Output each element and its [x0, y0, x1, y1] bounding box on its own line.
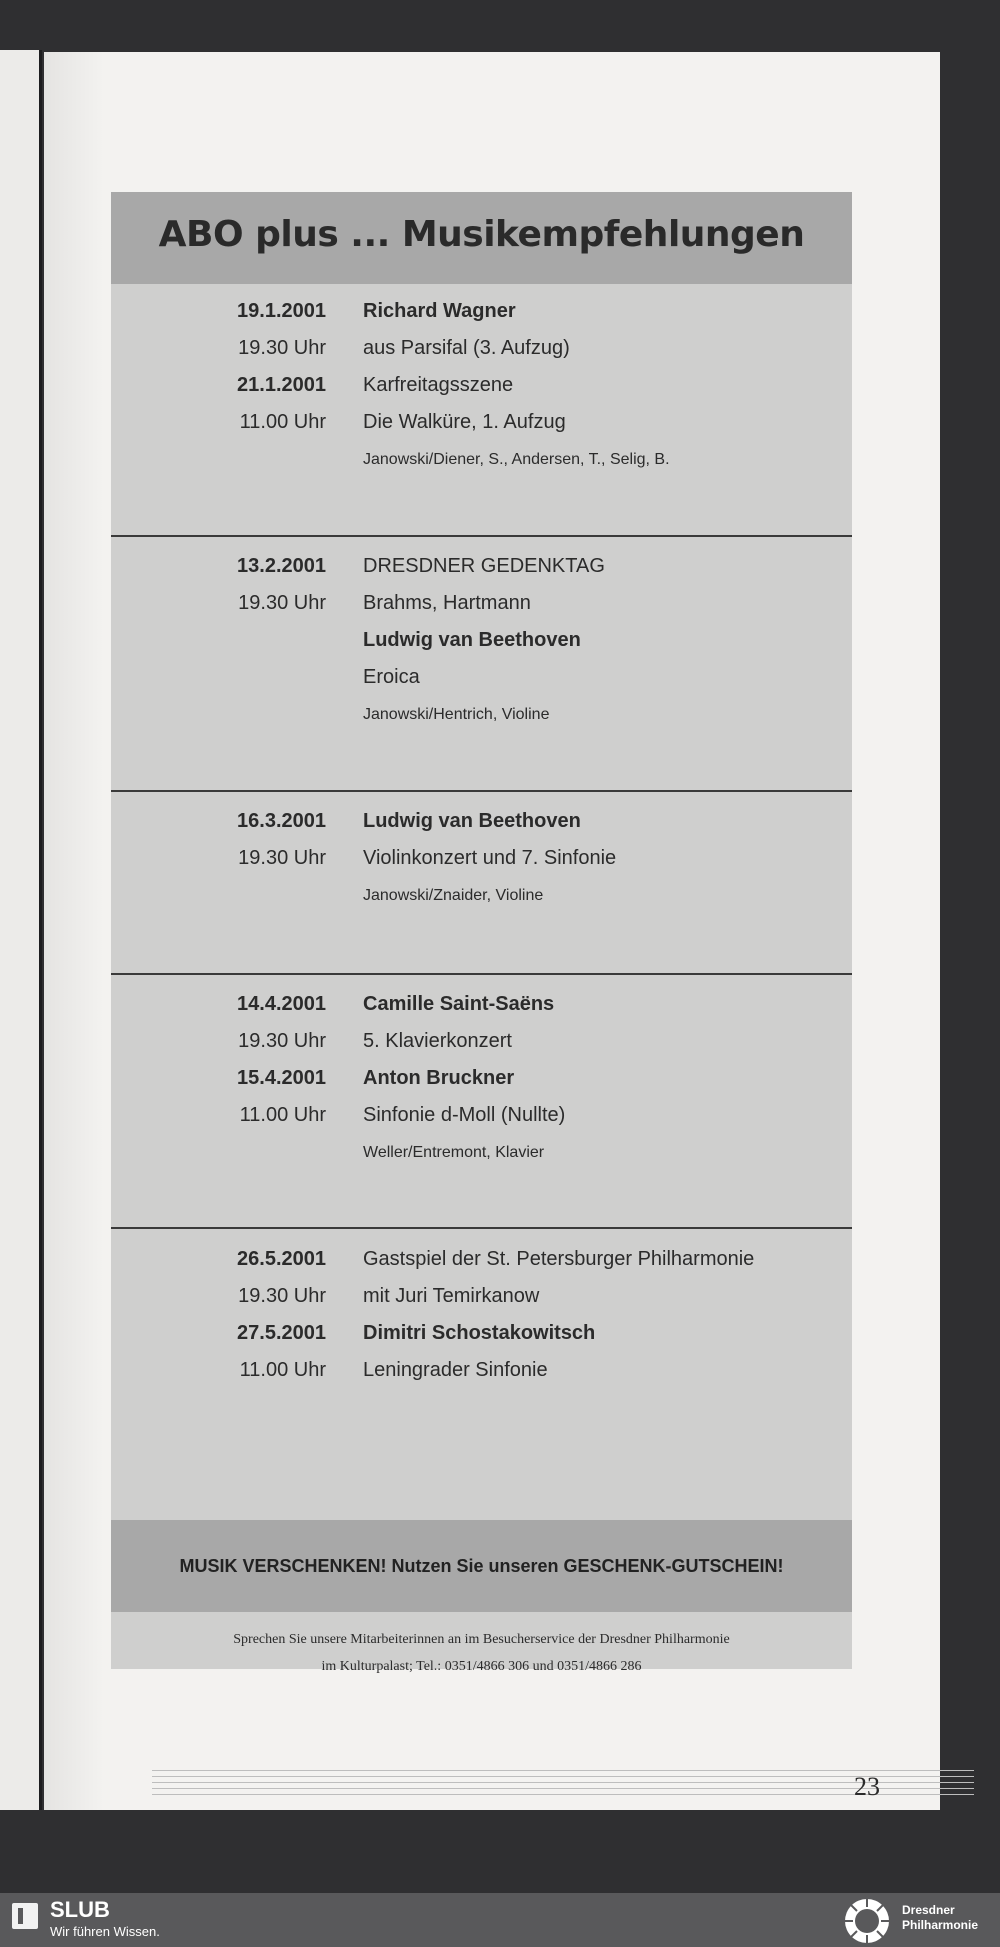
concert-date: 19.30 Uhr: [238, 1030, 326, 1052]
concert-row: [111, 405, 852, 441]
concert-date: 26.5.2001: [237, 1248, 326, 1270]
program-text: Violinkonzert und 7. Sinfonie: [363, 847, 617, 869]
contact-line-2: im Kulturpalast; Tel.: 0351/4866 306 und 0351/4866 286: [321, 1659, 642, 1674]
concert-row: [111, 549, 852, 585]
library-name[interactable]: SLUB: [50, 1897, 110, 1922]
title-band: [111, 192, 852, 284]
concert-row: [111, 368, 852, 404]
program-text: Brahms, Hartmann: [363, 592, 531, 614]
concert-row: [111, 697, 852, 733]
concert-row: [111, 660, 852, 696]
document-page: [44, 52, 940, 1810]
section-divider: [111, 535, 852, 537]
program-text: Richard Wagner: [363, 300, 516, 322]
program-text: Gastspiel der St. Petersburger Philharmonie: [363, 1248, 755, 1270]
page-title: ABO plus ... Musikempfehlungen: [158, 214, 805, 255]
concert-row: [111, 586, 852, 622]
concert-row: [111, 331, 852, 367]
concert-row: [111, 1135, 852, 1171]
performers-text: Janowski/Hentrich, Violine: [363, 706, 550, 723]
concert-row: [111, 1242, 852, 1278]
concert-date: 19.30 Uhr: [238, 592, 326, 614]
concert-date: 11.00 Uhr: [239, 1359, 326, 1381]
program-text: Sinfonie d-Moll (Nullte): [363, 1104, 566, 1126]
footer-rules: [152, 1770, 974, 1800]
concert-row: [111, 878, 852, 914]
program-text: Dimitri Schostakowitsch: [363, 1322, 596, 1344]
gift-banner-text: MUSIK VERSCHENKEN! Nutzen Sie unseren GESCHENK-GUTSCHEIN!: [179, 1556, 784, 1576]
section-divider: [111, 1227, 852, 1229]
concert-row: [111, 623, 852, 659]
program-text: Anton Bruckner: [363, 1067, 515, 1089]
concert-date: 19.30 Uhr: [238, 847, 326, 869]
facing-page-edge: [0, 50, 42, 1810]
program-text: DRESDNER GEDENKTAG: [363, 555, 605, 577]
concert-date: 27.5.2001: [237, 1322, 326, 1344]
program-text: Ludwig van Beethoven: [363, 810, 581, 832]
concert-row: [111, 804, 852, 840]
concert-date: 15.4.2001: [237, 1067, 326, 1089]
partner-name-line-2: Philharmonie: [902, 1918, 979, 1932]
program-text: aus Parsifal (3. Aufzug): [363, 337, 570, 359]
page-gutter-shadow: [44, 52, 104, 1810]
concert-date: 21.1.2001: [237, 374, 326, 396]
recommendations-panel: [111, 192, 852, 1674]
concert-date: 14.4.2001: [237, 993, 326, 1015]
section-divider: [111, 790, 852, 792]
program-text: Ludwig van Beethoven: [363, 629, 581, 651]
concert-row: [111, 841, 852, 877]
concert-row: [111, 1316, 852, 1352]
library-tagline: Wir führen Wissen.: [50, 1924, 160, 1939]
concert-date: 11.00 Uhr: [239, 1104, 326, 1126]
philharmonie-logo-icon: [843, 1897, 891, 1945]
concert-row: [111, 987, 852, 1023]
viewer-footer-bar: [0, 1893, 1000, 1947]
concert-row: [111, 1061, 852, 1097]
concert-date: 19.30 Uhr: [238, 337, 326, 359]
partner-name-line-1: Dresdner: [902, 1903, 955, 1917]
concert-date: 13.2.2001: [237, 555, 326, 577]
program-text: Die Walküre, 1. Aufzug: [363, 411, 566, 433]
performers-text: Janowski/Znaider, Violine: [363, 887, 544, 904]
concert-date: 19.1.2001: [237, 300, 326, 322]
program-text: Leningrader Sinfonie: [363, 1359, 548, 1381]
gift-banner: [111, 1520, 852, 1612]
concert-date: 19.30 Uhr: [238, 1285, 326, 1307]
slub-logo-icon: [12, 1903, 38, 1929]
program-text: mit Juri Temirkanow: [363, 1285, 540, 1307]
concert-date: 11.00 Uhr: [239, 411, 326, 433]
concert-row: [111, 442, 852, 478]
contact-line-1: Sprechen Sie unsere Mitarbeiterinnen an im Besucherservice der Dresdner Philharmonie: [233, 1632, 730, 1647]
program-text: 5. Klavierkonzert: [363, 1030, 512, 1052]
concert-row: [111, 1024, 852, 1060]
concert-row: [111, 1353, 852, 1389]
concert-date: 16.3.2001: [237, 810, 326, 832]
section-divider: [111, 973, 852, 975]
concert-row: [111, 1279, 852, 1315]
program-text: Karfreitagsszene: [363, 374, 514, 396]
program-text: Camille Saint-Saëns: [363, 993, 555, 1015]
partner-name[interactable]: [902, 1903, 997, 1933]
performers-text: Weller/Entremont, Klavier: [363, 1144, 545, 1161]
page-number: 23: [854, 1772, 880, 1801]
performers-text: Janowski/Diener, S., Andersen, T., Selig, B.: [363, 451, 670, 468]
program-text: Eroica: [363, 666, 420, 688]
concert-row: [111, 294, 852, 330]
concert-row: [111, 1098, 852, 1134]
